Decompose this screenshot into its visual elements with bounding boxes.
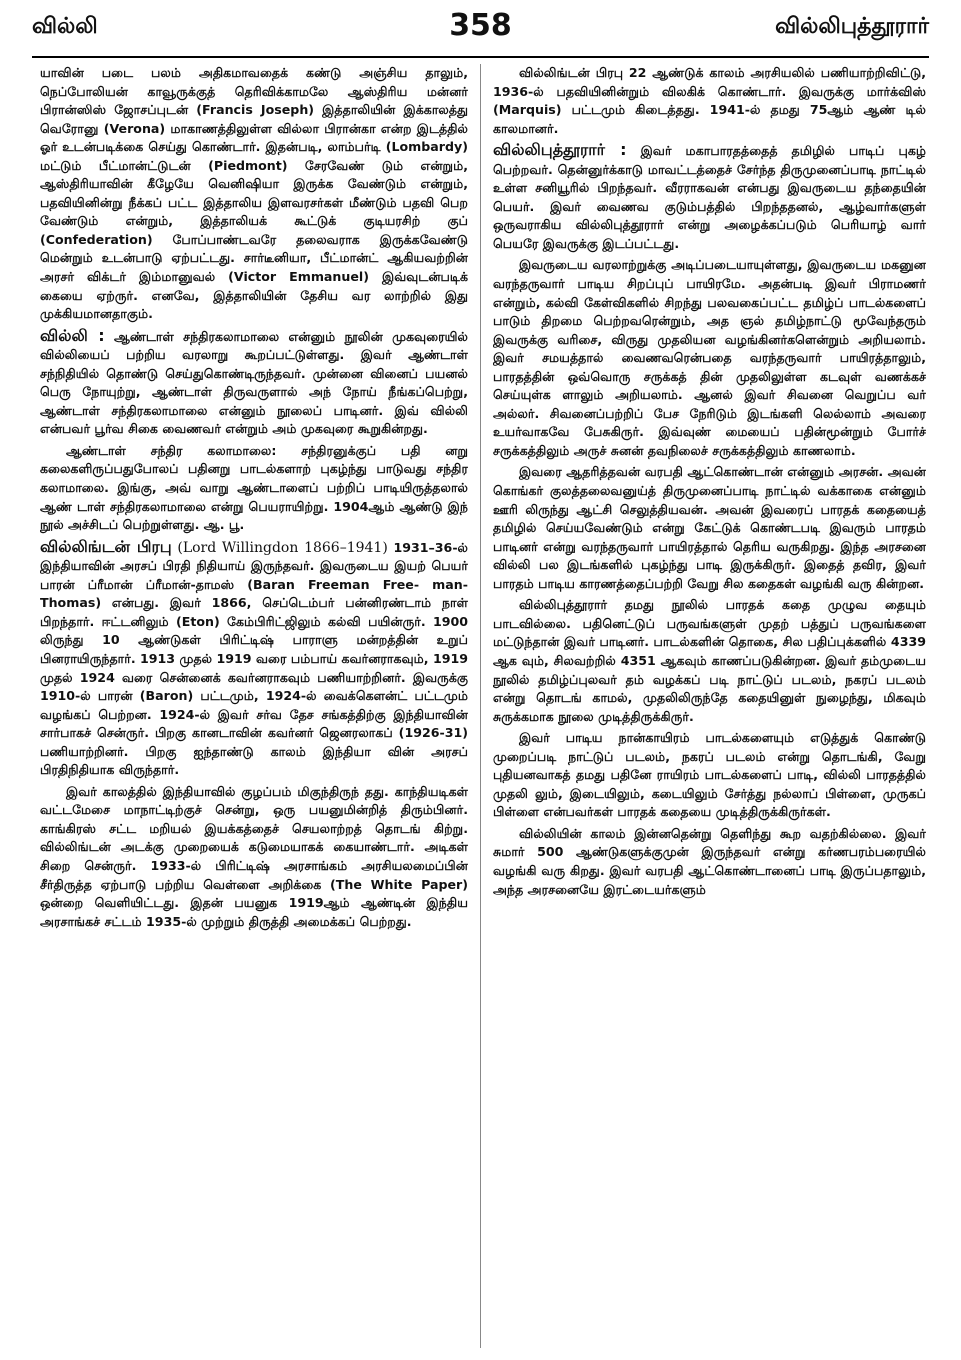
villiputhurar-entry [493, 141, 926, 253]
villi-entry [40, 327, 468, 439]
willingdon-headword: வில்லிங்டன் பிரபு [40, 536, 172, 556]
willingdon-paragraph-3: வில்லிங்டன் பிரபு 22 ஆண்டுக் காலம் அரசியலில் பணியாற்றிவிட்டு, 1936-ல் பதவியினின்றும் விலகிக் கொண்டார். இவருக்கு மார்க்விஸ் (Marquis) பட்டமும் கிடைத்தது. 1941-ல் தமது 75ஆம் ஆண் டில் காலமானர். [493, 65, 926, 136]
italy-paragraph: யாவின் படை பலம் அதிகமாவதைக் கண்டு அஞ்சிய தாலும், நெப்போலியன் காவூருக்குத் தெரிவிக்காமலே ஆஸ்திரிய மன்னர் பிரான்ஸிஸ் ஜோசப்புடன் (Francis Joseph) இத்தாலியின் இக்காலத்து வெரோனு (Verona) மாகாணத்திலுள்ள வில்லா பிரான்கா என்ற இடத்தில் ஓர் உடன்படிக்கை செய்து கொண்டார். இதன்படி, லாம்பர்டி (Lombardy) மட்டும் பீட்மான்ட்டுடன் (Piedmont) சேரவேண் டும் என்றும், ஆஸ்திரியாவின் கீழேயே வெனிஷியா இருக்க வேண்டும் என்றும், பதவியினின்று நீக்கப் பட்ட இத்தாலிய இளவரசர்கள் மீண்டும் பதவி பெற வேண்டும் என்றும், இத்தாலியக் கூட்டுக் குடியரசிற் குப் (Confederation) போப்பாண்டவரே தலைவராக இருக்கவேண்டு மென்றும் உடன்பாடு ஏற்பட்டது. சார்டீனியா, பீட்மான்ட் ஆகியவற்றின் அரசர் விக்டர் இம்மானுவல் (Victor Emmanuel) இவ்வுடன்படிக் கையை ஏற்ருர். எனவே, இத்தாலியின் தேசிய வர லாற்றில் இது முக்கியமானதாகும். [40, 65, 468, 322]
header-left-keyword: வில்லி [32, 14, 98, 39]
willingdon-latin: (Lord Willingdon 1866–1941) [171, 539, 388, 556]
right-column [493, 64, 926, 1354]
page-number: 358 [449, 8, 512, 43]
willingdon-entry [40, 538, 468, 780]
willingdon-body: 1931–36-ல் இந்தியாவின் அரசப் பிரதி நிதியாய் இருந்தவர். இவருடைய இயற் பெயர் பாரன் ப்ரீமான் ப்ரீமான்-தாமஸ் (Baran Freeman Free- man-Thomas) என்பது. இவர் 1866, செப்டெம்பர் பன்னிரண்டாம் நாள் பிறந்தார். ஈட்டனிலும் (Eton) கேம்பிரிட்ஜிலும் கல்வி பயின்ருர். 1900 லிருந்து 10 ஆண்டுகள் பிரிட்டிஷ் பாராளு மன்றத்தின் உறுப் பினராயிருந்தார். 1913 முதல் 1919 வரை பம்பாய் கவர்னராகவும், 1919 முதல் 1924 வரை சென்னைக் கவர்னராகவும் பணியாற்றினர். இவருக்கு 1910-ல் பாரன் (Baron) பட்டமும், 1924-ல் வைக்கௌன்ட் பட்டமும் வழங்கப் பெற்றன. 1924-ல் இவர் சர்வ தேச சங்கத்திற்கு இந்தியாவின் சார்பாகச் சென்ருர். பிறகு கானடாவின் கவர்னர் ஜெனரலாகப் (1926-31) பணியாற்றினர். பிறகு ஐந்தாண்டு காலம் இந்தியா வின் அரசப் பிரதிநிதியாக விருந்தார். [40, 539, 468, 778]
villi-body: ஆண்டாள் சந்திரகலாமாலை என்னும் நூலின் முகவுரையில் வில்லியைப் பற்றிய வரலாறு கூறப்பட்டுள்ளது. இவர் ஆண்டாள் சந்நிதியில் தொண்டு செய்துகொண்டிருந்தவர். முன்னை வினைப் பயனல் பெரு நோயுற்று, ஆண்டாள் திருவருளால் அந் நோய் நீங்கப்பெற்று, ஆண்டாள் சந்திரகலாமாலை என்னும் நூலைப் பாடினர். இவ் வில்லி என்பவர் பூர்வ சிகை வைணவர் என்றும் அம் முகவுரை கூறுகின்றது. [40, 328, 468, 437]
header-right-keyword: வில்லிபுத்தூரார் [775, 14, 929, 39]
villiputhurar-paragraph-5: இவர் பாடிய நான்காயிரம் பாடல்களையும் எடுத்துக் கொண்டு முறைப்படி நாட்டுப் படலம், நகரப் படலம் என்று தொடங்கி, வேறு புதியனவாகத் தமது பதினே ராயிரம் பாடல்களைப் பாடி, வில்லி பாரதத்தில் முதலி லும், இடையிலும், கடையிலும் சேர்த்து நல்லாப் பிள்ளை, முருகப் பிள்ளை என்பவர்கள் பாரதக் கதையை முடித்திருக்கிருர்கள். [493, 730, 926, 820]
villiputhurar-paragraph-3: இவரை ஆதரித்தவன் வரபதி ஆட்கொண்டான் என்னும் அரசன். அவன் கொங்கர் குலத்தலைவனுய்த் திருமுனைப்பாடி நாட்டில் வக்காகை என்னும் ஊரி லிருந்து ஆட்சி செலுத்தியவன். அவன் இவரைப் பாரதக் கதையைத் தமிழில் செய்யவேண்டும் என்று கேட்டுக் கொண்டபடி இவரும் பாரதம் பாடினர் என்று வரந்தருவார் பாயிரத்தால் தெரிய வருகிறது. இந்த அரசனை வில்லி பல இடங்களில் புகழ்ந்து பாடி இருக்கிருர். இதைத் தவிர, இவர் பாரதம் பாடிய காரணத்தைப்பற்றி வேறு சில கதைகள் வழங்கி வரு கின்றன. [493, 464, 926, 591]
willingdon-paragraph-2: இவர் காலத்தில் இந்தியாவில் குழப்பம் மிகுந்திருந் தது. காந்தியடிகள் வட்டமேசை மாநாட்டிற்குச் சென்று, ஒரு பயனுமின்றித் திரும்பினர். காங்கிரஸ் சட்ட மறியல் இயக்கத்தைச் செயலாற்றத் தொடங் கிற்று. வில்லிங்டன் அடக்கு முறையைக் கடுமையாகக் கையாண்டார். அடிகள் சிறை சென்ருர். 1933-ல் பிரிட்டிஷ் அரசாங்கம் அரசியலமைப்பின் சீர்திருத்த ஏற்பாடு பற்றிய வெள்ளை அறிக்கை (The White Paper) ஒன்றை வெளியிட்டது. இதன் பயனுக 1919ஆம் ஆண்டின் இந்திய அரசாங்கச் சட்டம் 1935-ல் முற்றும் திருத்தி அமைக்கப் பெற்றது. [40, 783, 468, 929]
villi-paragraph-2: ஆண்டாள் சந்திர கலாமாலை: சந்திரனுக்குப் பதி னறு கலைகளிருப்பதுபோலப் பதினறு பாடல்களாற் புகழ்ந்து பாடுவது சந்திர கலாமாலை. இங்கு, அவ் வாறு ஆண்டாளைப் பற்றிப் பாடியிருத்தலால் ஆண் டாள் சந்திரகலாமாலை என்று பெயராயிற்று. 1904ஆம் ஆண்டு இந் நூல் அச்சிடப் பெற்றுள்ளது. ஆ. பூ. [40, 442, 468, 533]
villiputhurar-paragraph-4: வில்லிபுத்தூரார் தமது நூலில் பாரதக் கதை முழுவ தையும் பாடவில்லை. பதினெட்டுப் பருவங்களுள் முதற் பத்துப் பருவங்களை மட்டுந்தான் இவர் பாடினர். பாடல்களின் தொகை, சில பதிப்புக்களில் 4339 ஆக வும், சிலவற்றில் 4351 ஆகவும் காணப்படுகின்றன. இவர் தம்முடைய நூலில் தமிழ்ப்புலவர் தம் வழக்கப் படி நாட்டுப் படலம், நகரப் படலம் என்று தொடங் காமல், முதலிலிருந்தே கதையினுள் நுழைந்து, மிகவும் சுருக்கமாக நூலை முடித்திருக்கிருர். [493, 597, 926, 724]
left-column [40, 64, 468, 1354]
villiputhurar-body: இவர் மகாபாரதத்தைத் தமிழில் பாடிப் புகழ் பெற்றவர். தென்னுர்க்காடு மாவட்டத்தைச் சேர்ந்த திருமுனைப்பாடி நாட்டில் உள்ள சனியூரில் பிறந்தவர். வீரராகவன் என்பது இவருடைய தந்தையின் பெயர். இவர் வைணவ குடும்பத்தில் பிறந்ததனல், ஆழ்வார்களுள் ஒருவராகிய வில்லிபுத்தூரார் என்று அழைக்கப்படும் பெரியாழ் வார் பெயரே இவருக்கு இடப்பட்டது. [493, 143, 926, 251]
villiputhurar-paragraph-2: இவருடைய வரலாற்றுக்கு அடிப்படையாயுள்ளது, இவருடைய மகனுன வரந்தருவார் பாடிய சிறப்புப் பாயிரமே. அதன்படி இவர் பிராமணர் என்றும், கல்வி கேள்விகளில் சிறந்து பலவகைப்பட்ட தமிழ்ப் பாடல்களைப் பாடும் திறமை பெற்றவரென்றும், அத ஞல் தமிழ்நாட்டு மூவேந்தரும் இவருக்கு வரிசை, விருது முதலியன வழங்கினர்களென்றும் அறியலாம். இவர் சமயத்தால் வைணவரென்பதை வரந்தருவார் பாயிரத்தாலும், பாரதத்தின் ஒவ்வொரு சருக்கத் தின் முதலிலுள்ள கடவுள் வணக்கச் செய்யுள்க ளாலும் அறியலாம். ஆனல் இவர் சிவனை வெறுப்ப வர் அல்லர். சிவனைப்பற்றிப் பேச நேரிடும் இடங்களி லெல்லாம் அவரை உயர்வாகவே பேசுகிருர். இவ்வுண் மையைப் பதின்மூன்றும் போர்ச் சருக்கத்திலும் அருச் சுனன் தவநிலைச் சருக்கத்திலும் காணலாம். [493, 257, 926, 458]
column-divider [480, 64, 481, 1348]
page-header [32, 8, 929, 58]
villiputhurar-paragraph-6: வில்லியின் காலம் இன்னதென்று தெளிந்து கூற வதற்கில்லை. இவர் சுமார் 500 ஆண்டுகளுக்குமுன் இருந்தவர் என்று கர்ணபரம்பரையில் வழங்கி வரு கிறது. இவர் வரபதி ஆட்கொண்டானைப் பாடி இருப்பதாலும், அந்த அரசனையே இரட்டையர்களும் [493, 825, 926, 897]
villiputhurar-headword: வில்லிபுத்தூரார் : [493, 140, 627, 160]
villi-headword: வில்லி : [40, 325, 105, 345]
